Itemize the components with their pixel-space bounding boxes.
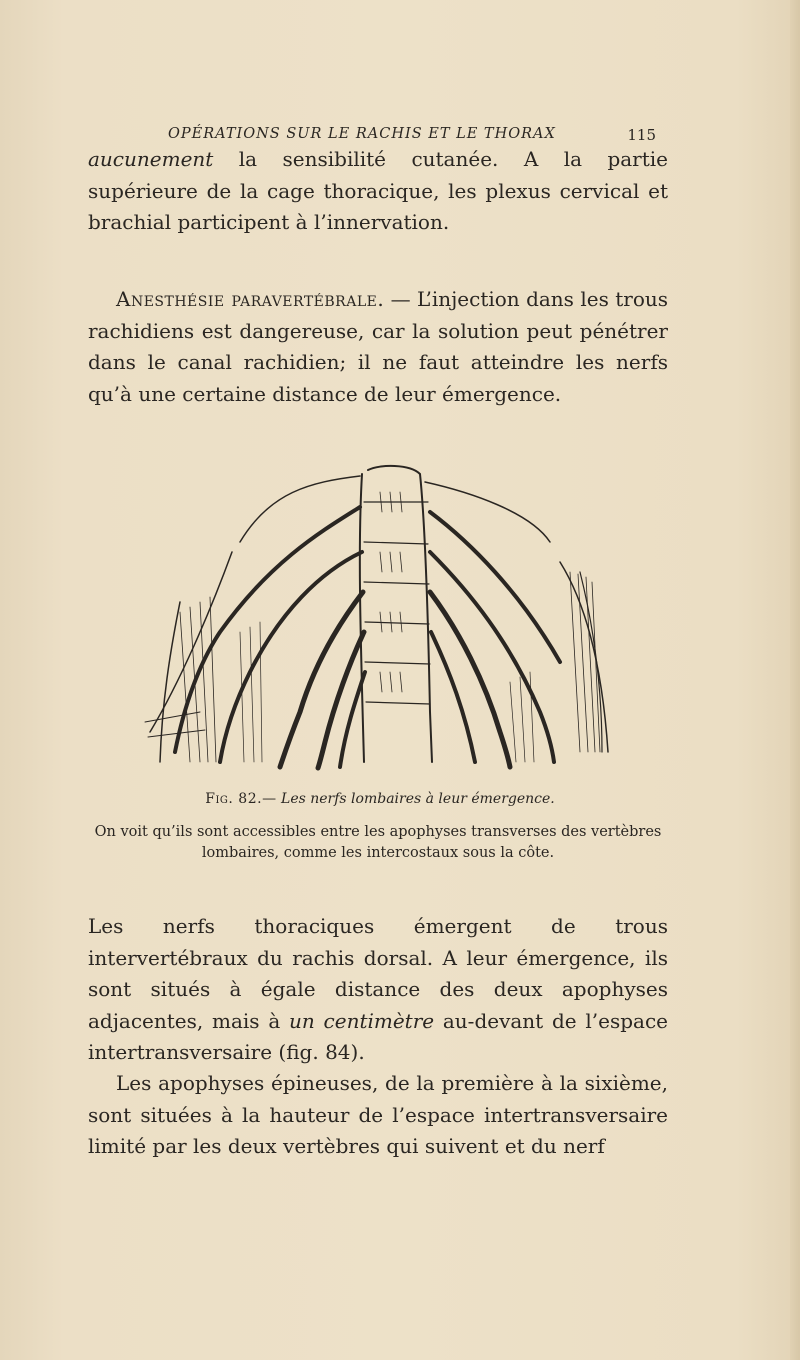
figure-legend: On voit qu’ils sont accessibles entre les apophyses transverses des vertèbres lombaires, comme les intercostaux sous la côte. <box>94 824 662 861</box>
figure-caption-text: Les nerfs lombaires à leur émergence. <box>281 791 555 807</box>
paragraph-3-text-after: au-devant de l’espace intertransversaire (fig. 84). <box>88 1008 668 1064</box>
lumbar-nerves-illustration <box>140 462 615 772</box>
paragraph-1-italic-lead: aucunement <box>88 147 214 171</box>
figure-caption <box>140 791 620 807</box>
section-heading: Anesthésie paravertébrale. <box>116 287 385 311</box>
paragraph-2 <box>88 284 668 410</box>
paragraph-4: Les apophyses épineuses, de la première à la sixième, sont situées à la hauteur de l’espace intertransversaire limité par les deux vertèbres qui suivent et du nerf <box>88 1071 668 1158</box>
paragraph-1 <box>88 144 668 239</box>
figure-label: Fig. 82.— <box>205 791 277 807</box>
running-head: OPÉRATIONS SUR LE RACHIS ET LE THORAX <box>168 126 556 142</box>
page-edge <box>790 0 800 1360</box>
figure-82 <box>140 462 615 772</box>
paragraph-2-text: — L’injection dans les trous rachidiens est dangereuse, car la solution peut pénétrer dans le canal rachidien; il ne faut atteindre les nerfs qu’à une certaine distance de leur émergence. <box>88 287 668 406</box>
page-number: 115 <box>627 126 656 144</box>
paragraph-1-text: la sensibilité cutanée. A la partie supérieure de la cage thoracique, les plexus cervical et brachial participent à l’innervation. <box>88 147 668 234</box>
paragraph-3-italic: un centimètre <box>289 1008 435 1033</box>
paragraph-3-text-before: Les nerfs thoraciques émergent de trous intervertébraux du rachis dorsal. A leur émergence, ils sont situés à égale distance des deux apophyses adjacentes, mais à <box>88 914 668 1033</box>
paragraph-3 <box>88 911 668 1069</box>
